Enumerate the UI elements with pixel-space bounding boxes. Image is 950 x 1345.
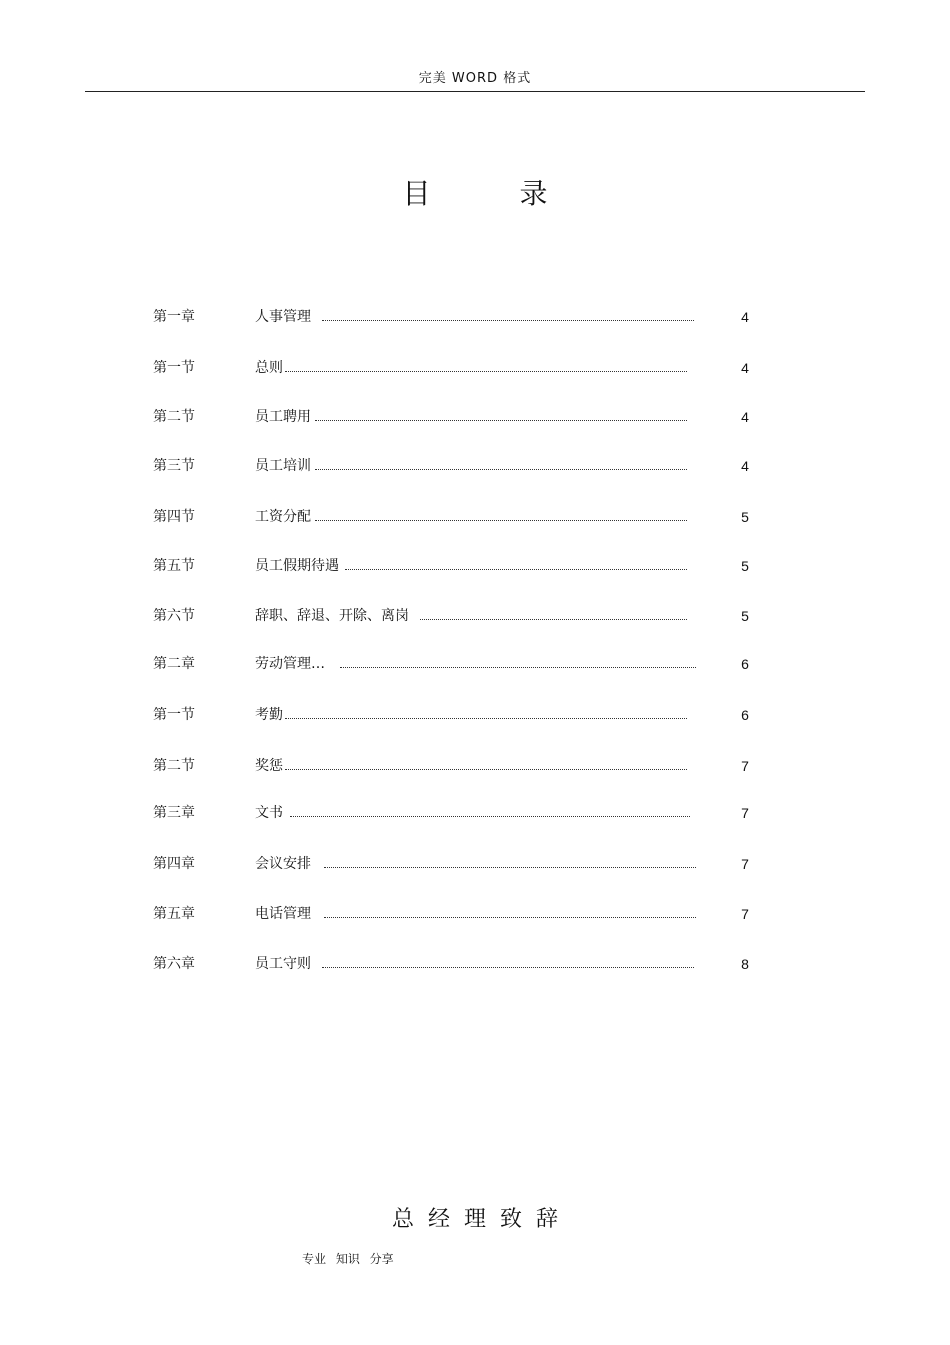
toc-leader-dots (285, 769, 687, 770)
toc-entry-title: 人事管理 (255, 309, 311, 325)
toc-entry-page: 5 (741, 608, 749, 624)
toc-entry-label: 第三章 (153, 805, 195, 821)
toc-leader-dots (285, 718, 687, 719)
toc-entry-label: 第四节 (153, 509, 195, 525)
toc-entry-title: 劳动管理… (255, 656, 325, 672)
toc-entry[interactable] (0, 756, 950, 776)
toc-leader-dots (322, 967, 694, 968)
toc-title: 目 录 (402, 177, 588, 210)
toc-entry-title: 奖惩 (255, 758, 283, 774)
toc-entry[interactable] (0, 358, 950, 378)
toc-entry[interactable] (0, 854, 950, 874)
toc-entry[interactable] (0, 307, 950, 327)
toc-entry-page: 7 (741, 906, 749, 922)
toc-entry-page: 8 (741, 956, 749, 972)
toc-leader-dots (324, 917, 696, 918)
toc-entry-title: 员工守则 (255, 956, 311, 972)
toc-entry-page: 5 (741, 558, 749, 574)
toc-entry-title: 员工培训 (255, 458, 311, 474)
toc-leader-dots (324, 867, 696, 868)
toc-leader-dots (345, 569, 687, 570)
toc-entry-label: 第二节 (153, 409, 195, 425)
toc-entry[interactable] (0, 507, 950, 527)
toc-entry-page: 7 (741, 805, 749, 821)
toc-entry-title: 文书 (255, 805, 283, 821)
toc-entry-title: 员工假期待遇 (255, 558, 339, 574)
toc-entry[interactable] (0, 654, 950, 674)
toc-entry-page: 7 (741, 758, 749, 774)
toc-entry[interactable] (0, 954, 950, 974)
toc-entry-label: 第五章 (153, 906, 195, 922)
page-footer: 专业 知识 分享 (302, 1252, 394, 1266)
toc-entry[interactable] (0, 556, 950, 576)
toc-entry-label: 第四章 (153, 856, 195, 872)
page-header: 完美 WORD 格式 (418, 71, 532, 86)
toc-entry-label: 第六章 (153, 956, 195, 972)
toc-entry-title: 会议安排 (255, 856, 311, 872)
toc-entry-title: 总则 (255, 360, 283, 376)
toc-entry-page: 6 (741, 707, 749, 723)
toc-entry-label: 第三节 (153, 458, 195, 474)
toc-leader-dots (290, 816, 690, 817)
toc-leader-dots (322, 320, 694, 321)
toc-leader-dots (315, 420, 687, 421)
toc-entry-label: 第二节 (153, 758, 195, 774)
toc-entry-page: 4 (741, 360, 749, 376)
toc-entry-label: 第二章 (153, 656, 195, 672)
toc-leader-dots (340, 667, 696, 668)
toc-entry-page: 4 (741, 309, 749, 325)
toc-entry-page: 5 (741, 509, 749, 525)
toc-entry[interactable] (0, 407, 950, 427)
toc-entry[interactable] (0, 606, 950, 626)
toc-entry-label: 第六节 (153, 608, 195, 624)
toc-entry-label: 第一章 (153, 309, 195, 325)
toc-entry-page: 6 (741, 656, 749, 672)
toc-entry-page: 7 (741, 856, 749, 872)
toc-entry-page: 4 (741, 458, 749, 474)
toc-leader-dots (420, 619, 687, 620)
toc-entry[interactable] (0, 456, 950, 476)
toc-leader-dots (285, 371, 687, 372)
toc-entry-title: 电话管理 (255, 906, 311, 922)
toc-entry-title: 员工聘用 (255, 409, 311, 425)
toc-entry-label: 第五节 (153, 558, 195, 574)
toc-entry[interactable] (0, 705, 950, 725)
toc-entry-label: 第一节 (153, 360, 195, 376)
toc-entry-title: 工资分配 (255, 509, 311, 525)
header-divider (85, 91, 865, 92)
toc-entry-page: 4 (741, 409, 749, 425)
toc-entry-title: 辞职、辞退、开除、离岗 (255, 608, 409, 624)
toc-leader-dots (315, 520, 687, 521)
toc-entry[interactable] (0, 803, 950, 823)
toc-entry[interactable] (0, 904, 950, 924)
toc-entry-label: 第一节 (153, 707, 195, 723)
section-title: 总经理致辞 (391, 1207, 572, 1232)
toc-entry-title: 考勤 (255, 707, 283, 723)
toc-leader-dots (315, 469, 687, 470)
